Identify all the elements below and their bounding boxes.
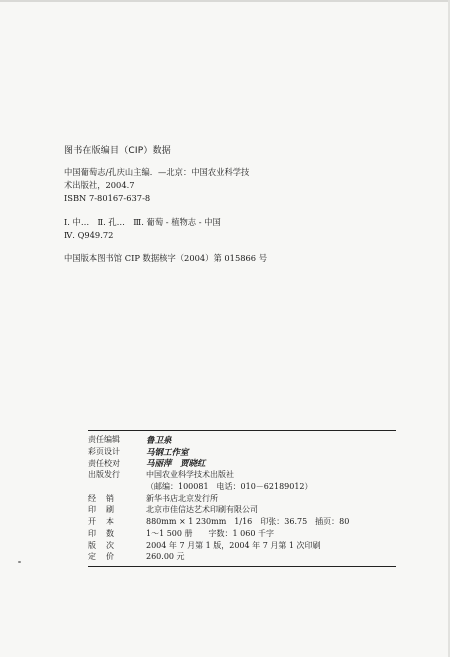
imprint-bottom-rule [88,566,396,567]
imprint-block [88,430,396,567]
imprint-label: 版次 [88,540,124,550]
imprint-value: 马丽萍 贾晓红 [146,459,206,470]
imprint-value: 260.00 元 [146,552,185,562]
imprint-label: 定价 [88,552,124,562]
imprint-value: 鲁卫泉 [146,435,172,446]
scan-speck [18,561,21,563]
imprint-label: 出版发行 [88,470,120,480]
cip-line-record-number: 中国版本图书馆 CIP 数据核字（2004）第 015866 号 [64,253,267,263]
imprint-label: 印数 [88,528,124,538]
imprint-row-printer [88,504,396,516]
imprint-label: 印刷 [88,505,124,515]
imprint-value: 中国农业科学技术出版社 [146,470,234,480]
imprint-row-distributor [88,492,396,504]
cip-title: 图书在版编目（CIP）数据 [64,146,171,156]
imprint-label: 彩页设计 [88,447,120,457]
imprint-row-color-design [88,446,396,458]
imprint-value: 880mm × 1 230mm 1/16 印张：36.75 插页：80 [146,517,350,527]
imprint-label: 责任编辑 [88,435,120,445]
imprint-label: 经销 [88,493,124,503]
imprint-value: 2004 年 7 月第 1 版，2004 年 7 月第 1 次印刷 [146,540,321,550]
imprint-value: 北京市佳信达艺术印刷有限公司 [146,505,258,515]
cip-line-classification: Ⅳ. Q949.72 [64,230,114,240]
imprint-row-format [88,516,396,528]
imprint-value: 1～1 500 册 字数：1 060 千字 [146,528,274,538]
imprint-row-publisher-contact [88,481,396,493]
imprint-row-proofreader [88,457,396,469]
page-top-edge [0,0,450,2]
imprint-row-publisher [88,469,396,481]
imprint-value: （邮编：100081 电话：010－62189012） [146,482,313,492]
imprint-row-editor [88,434,396,446]
imprint-label: 责任校对 [88,458,120,468]
cip-line-publisher: 术出版社，2004.7 [64,180,135,190]
cip-line-subjects: Ⅰ. 中… Ⅱ. 孔… Ⅲ. 葡萄 - 植物志 - 中国 [64,217,221,227]
imprint-row-edition [88,539,396,551]
imprint-value: 新华书店北京发行所 [146,493,218,503]
imprint-row-print-run [88,528,396,540]
imprint-row-price [88,551,396,563]
cip-line-isbn: ISBN 7-80167-637-8 [64,193,151,203]
imprint-value: 马钢工作室 [146,447,189,458]
cip-line-bibliographic: 中国葡萄志/孔庆山主编．—北京：中国农业科学技 [64,167,250,177]
imprint-label: 开本 [88,517,124,527]
imprint-top-rule [88,430,396,431]
